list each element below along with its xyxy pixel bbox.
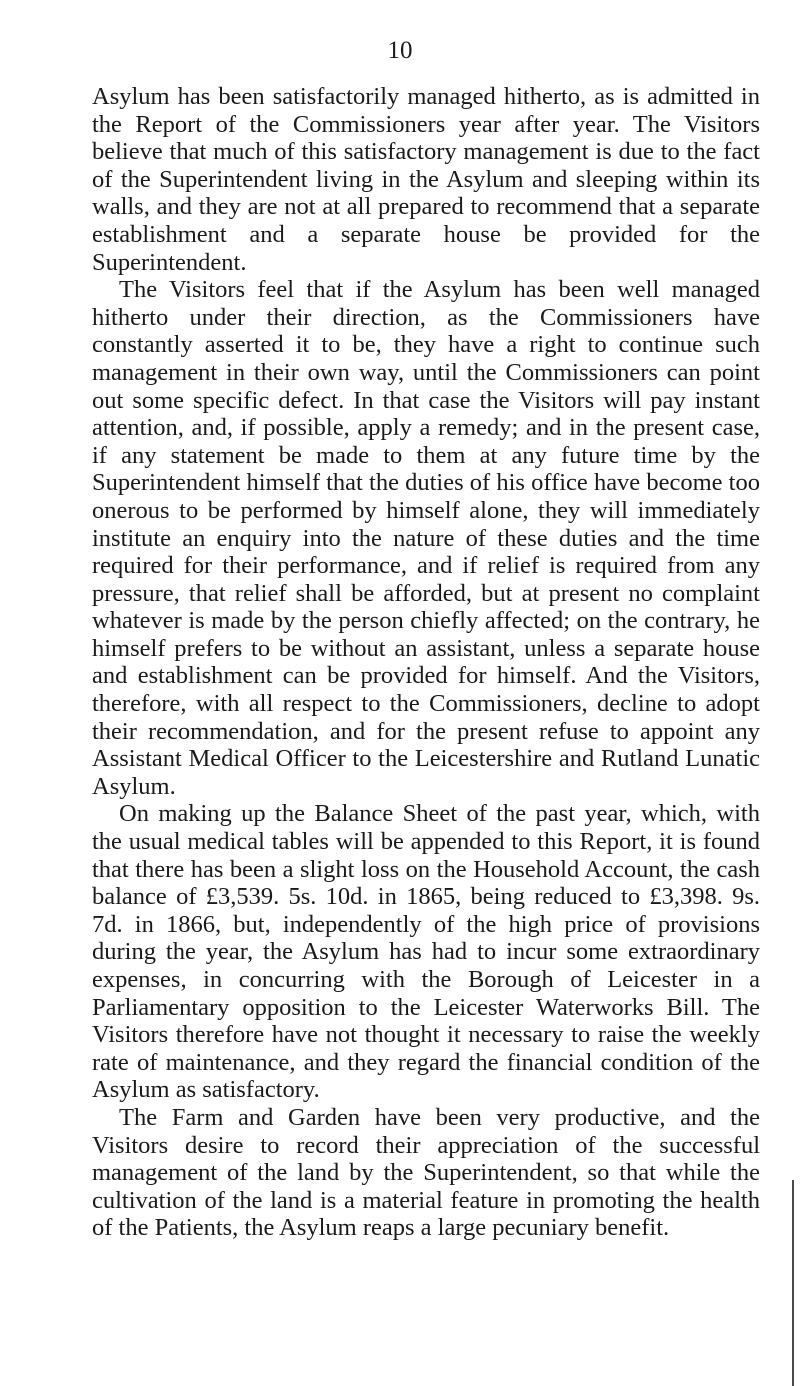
body-text (92, 83, 760, 1242)
paragraph-farm-and-garden: The Farm and Garden have been very productive, and the Visitors desire to record their appreciation of the successful management of the land by the Superintendent, so that while the cultivation of the land is a material feature in promoting the health of the Patients, the Asylum reaps a large pecuniary benefit. (92, 1103, 760, 1242)
page-number: 10 (387, 37, 413, 64)
paragraph-asylum-management: Asylum has been satisfactorily managed hitherto, as is admitted in the Report of the Commissioners year after year. The Visitors believe that much of this satisfactory management is due to the fact of the Superintendent living in the Asylum and sleeping within its walls, and they are not at all prepared to recommend that a separate establishment and a separate house be provided for the Superintendent. (92, 83, 760, 276)
paragraph-balance-sheet: On making up the Balance Sheet of the past year, which, with the usual medical tables will be appended to this Report, it is found that there has been a slight loss on the Household Account, the cash balance of £3,539. 5s. 10d. in 1865, being reduced to £3,398. 9s. 7d. in 1866, but, independently of the high price of provisions during the year, the Asylum has had to incur some extraordinary expenses, in concurring with the Borough of Leicester in a Parliamentary opposition to the Leicester Waterworks Bill. The Visitors therefore have not thought it necessary to raise the weekly rate of maintenance, and they regard the financial condition of the Asylum as satisfactory. (92, 800, 760, 1104)
page-edge-line (792, 1180, 794, 1386)
paragraph-visitors-decision: The Visitors feel that if the Asylum has been well managed hitherto under their direction, as the Commissioners have constantly asserted it to be, they have a right to continue such management in their own way, until the Commissioners can point out some specific defect. In that case the Visitors will pay instant attention, and, if possible, apply a remedy; and in the present case, if any statement be made to them at any future time by the Superintendent himself that the duties of his office have become too onerous to be performed by himself alone, they will immediately institute an enquiry into the nature of these duties and the time required for their performance, and if relief is required from any pressure, that relief shall be afforded, but at present no complaint whatever is made by the person chiefly affected; on the contrary, he himself prefers to be without an assistant, unless a separate house and establishment can be provided for himself. And the Visitors, therefore, with all respect to the Commissioners, decline to adopt their recommendation, and for the present refuse to appoint any Assistant Medical Officer to the Leicestershire and Rutland Lunatic Asylum. (92, 276, 760, 800)
